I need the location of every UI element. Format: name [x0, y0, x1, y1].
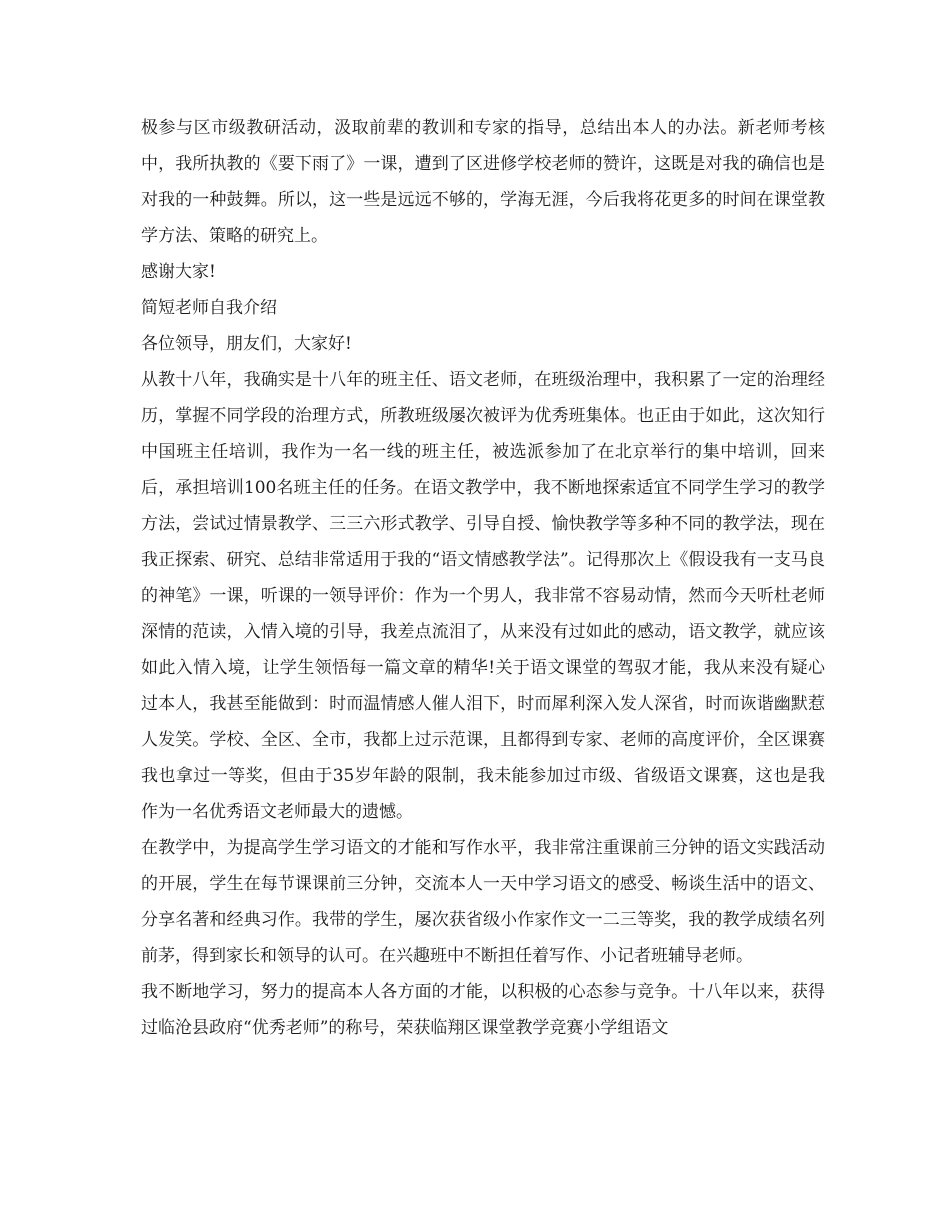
paragraph-teaching-experience: 从教十八年，我确实是十八年的班主任、语文老师，在班级治理中，我积累了一定的治理经历，掌握不同学段的治理方式，所教班级屡次被评为优秀班集体。也正由于如此，这次知行中国班主任培训，我作为一名一线的班主任，被选派参加了在北京举行的集中培训，回来后，承担培训100名班主任的任务。在语文教学中，我不断地探索适宜不同学生学习的教学方法，尝试过情景教学、三三六形式教学、引导自授、愉快教学等多种不同的教学法，现在我正探索、研究、总结非常适用于我的“语文情感教学法”。记得那次上《假设我有一支马良的神笔》一课，听课的一领导评价：作为一个男人，我非常不容易动情，然而今天听杜老师深情的范读，入情入境的引导，我差点流泪了，从来没有过如此的感动，语文教学，就应该如此入情入境，让学生领悟每一篇文章的精华!关于语文课堂的驾驭才能，我从来没有疑心过本人，我甚至能做到：时而温情感人催人泪下，时而犀利深入发人深省，时而诙谐幽默惹人发笑。学校、全区、全市，我都上过示范课，且都得到专家、老师的高度评价，全区课赛我也拿过一等奖，但由于35岁年龄的限制，我未能参加过市级、省级语文课赛，这也是我作为一名优秀语文老师最大的遗憾。 — [141, 370, 825, 822]
document-body — [141, 110, 825, 1046]
paragraph-continuous-learning: 我不断地学习，努力的提高本人各方面的才能，以积极的心态参与竞争。十八年以来，获得过临沧县政府“优秀老师”的称号，荣获临翔区课堂教学竞赛小学组语文 — [141, 982, 825, 1038]
paragraph-thanks: 感谢大家! — [141, 262, 216, 282]
section-heading-self-introduction: 简短老师自我介绍 — [141, 298, 277, 318]
paragraph-greeting: 各位领导，朋友们，大家好! — [141, 334, 352, 354]
paragraph-teaching-practice: 在教学中，为提高学生学习语文的才能和写作水平，我非常注重课前三分钟的语文实践活动的开展，学生在每节课课前三分钟，交流本人一天中学习语文的感受、畅谈生活中的语文、分享名著和经典习作。我带的学生，屡次获省级小作家作文一二三等奖，我的教学成绩名列前茅，得到家长和领导的认可。在兴趣班中不断担任着写作、小记者班辅导老师。 — [141, 838, 825, 966]
paragraph-continued-research: 极参与区市级教研活动，汲取前辈的教训和专家的指导，总结出本人的办法。新老师考核中，我所执教的《要下雨了》一课，遭到了区进修学校老师的赞许，这既是对我的确信也是对我的一种鼓舞。所以，这一些是远远不够的，学海无涯，今后我将花更多的时间在课堂教学方法、策略的研究上。 — [141, 118, 825, 246]
